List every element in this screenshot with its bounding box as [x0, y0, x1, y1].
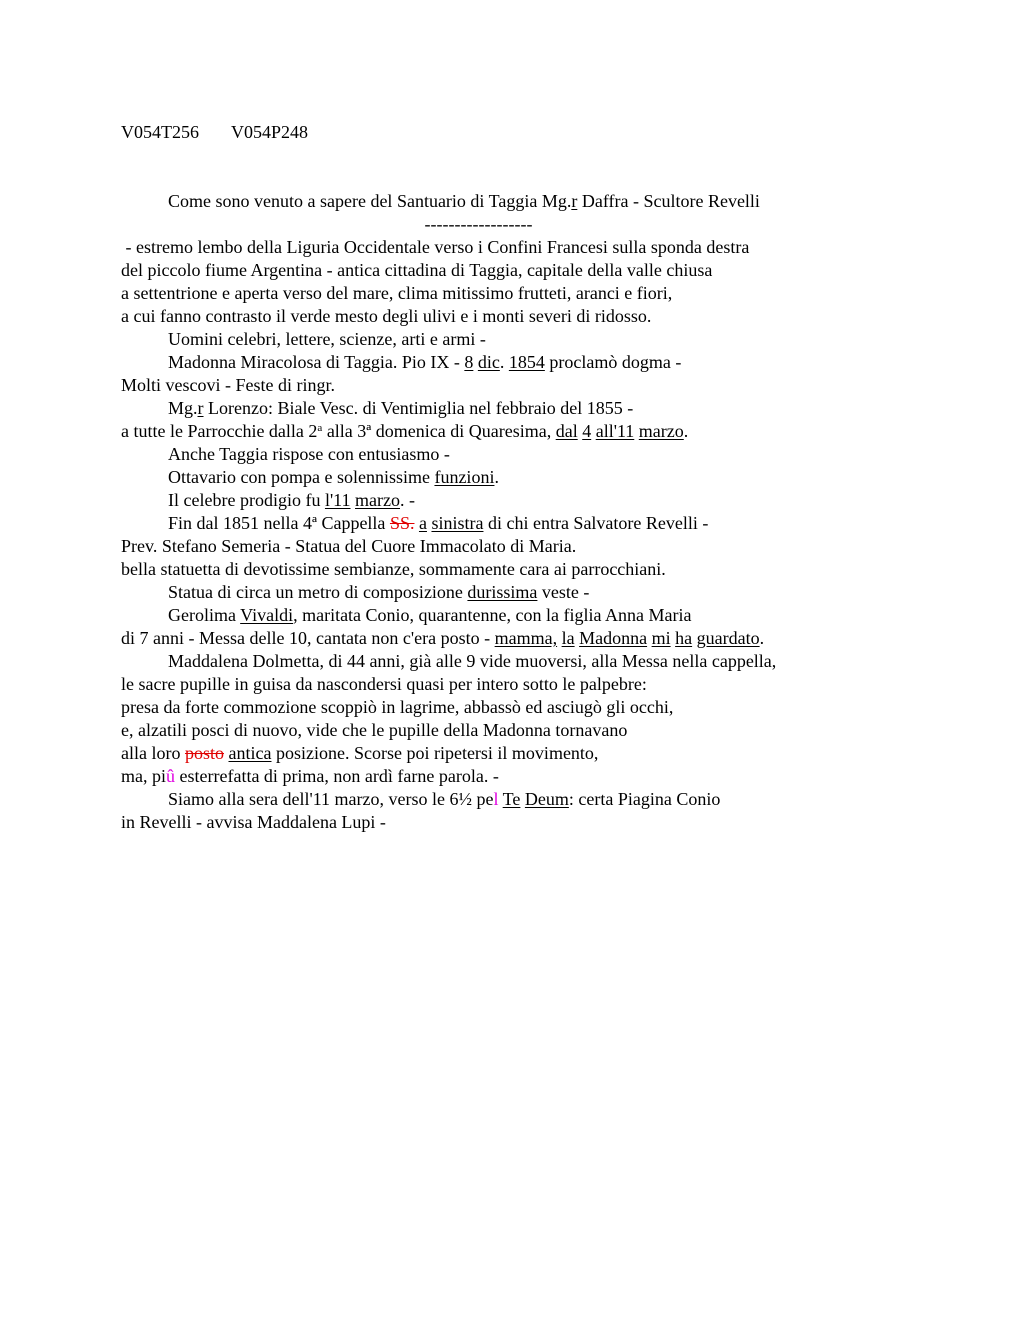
text-span: Madonna Miracolosa di Taggia. Pio IX -: [168, 352, 465, 372]
text-span: , maritata Conio, quarantenne, con la figlia Anna Maria: [293, 605, 692, 625]
text-span: Statua di circa un metro di composizione: [168, 582, 468, 602]
text-line: Anche Taggia rispose con entusiasmo -: [168, 444, 450, 464]
text-span: di chi entra Salvatore Revelli -: [483, 513, 709, 533]
text-span: : certa Piagina Conio: [568, 789, 721, 809]
text-line: Uomini celebri, lettere, scienze, arti e armi -: [168, 329, 486, 349]
text-span: veste -: [537, 582, 590, 602]
highlighted-char: l: [493, 789, 499, 809]
underlined-text: 8: [464, 352, 474, 372]
text-line: bella statuetta di devotissime sembianze, sommamente cara ai parrocchiani.: [121, 559, 666, 579]
underlined-text: sinistra: [431, 513, 484, 533]
text-line: [121, 765, 901, 788]
text-span: ma, pi: [121, 766, 166, 786]
text-span: a: [317, 422, 323, 434]
underlined-text: mi: [651, 628, 671, 648]
underlined-text: a: [418, 513, 427, 533]
text-span: Ottavario con pompa e solennissime: [168, 467, 435, 487]
text-line: e, alzatili posci di nuovo, vide che le pupille della Madonna tornavano: [121, 720, 628, 740]
text-line: a cui fanno contrasto il verde mesto degli ulivi e i monti severi di ridosso.: [121, 306, 652, 326]
text-span: Il celebre prodigio fu: [168, 490, 325, 510]
text-span: proclamò dogma -: [544, 352, 682, 372]
text-span: .: [499, 352, 509, 372]
text-line: [121, 466, 901, 489]
reference-code-2: V054P248: [231, 122, 309, 142]
highlighted-char: û: [166, 766, 175, 786]
text-line: del piccolo fiume Argentina - antica cittadina di Taggia, capitale della valle chiusa: [121, 260, 713, 280]
deleted-text: posto: [184, 743, 224, 763]
text-span: . -: [400, 490, 415, 510]
text-line: Prev. Stefano Semeria - Statua del Cuore Immacolato di Maria.: [121, 536, 577, 556]
text-line: in Revelli - avvisa Maddalena Lupi -: [121, 812, 386, 832]
title-abbrev-r: r: [571, 191, 578, 211]
text-line: [121, 581, 901, 604]
underlined-text: Deum: [524, 789, 569, 809]
text-span: alla 3ª domenica di Quaresima,: [322, 421, 556, 441]
text-span: Siamo alla sera dell'11 marzo, verso le 6½ pe: [168, 789, 494, 809]
text-span: Mg.: [168, 398, 198, 418]
underlined-text: Madonna: [579, 628, 648, 648]
underlined-text: Vivaldi: [240, 605, 294, 625]
title-text: Come sono venuto a sapere del Santuario di Taggia Mg.: [168, 191, 572, 211]
text-line: le sacre pupille in guisa da nascondersi quasi per intero sotto le palpebre:: [121, 674, 647, 694]
underlined-text: 4: [582, 421, 592, 441]
deleted-text: SS.: [389, 513, 415, 533]
text-line: a settentrione e aperta verso del mare, clima mitissimo frutteti, aranci e fiori,: [121, 283, 673, 303]
text-span: .: [683, 421, 689, 441]
text-span: Fin dal 1851 nella 4ª Cappella: [168, 513, 390, 533]
underlined-text: Te: [502, 789, 521, 809]
text-line: [121, 489, 901, 512]
text-line: Maddalena Dolmetta, di 44 anni, già alle 9 vide muoversi, alla Messa nella cappella,: [168, 651, 777, 671]
underlined-text: antica: [228, 743, 272, 763]
underlined-text: marzo: [355, 490, 400, 510]
underlined-text: marzo: [638, 421, 684, 441]
document-body: [121, 190, 901, 834]
text-line: [121, 512, 901, 535]
underlined-text: r: [197, 398, 204, 418]
title-separator: ------------------: [424, 214, 533, 234]
underlined-text: mamma,: [494, 628, 558, 648]
underlined-text: 1854: [508, 352, 545, 372]
text-span: alla loro: [121, 743, 185, 763]
document-reference: [121, 121, 340, 144]
underlined-text: funzioni: [434, 467, 495, 487]
text-span: di 7 anni - Messa delle 10, cantata non c'era posto -: [121, 628, 495, 648]
underlined-text: ha: [675, 628, 693, 648]
text-span: posizione. Scorse poi ripetersi il movimento,: [271, 743, 599, 763]
underlined-text: la: [561, 628, 575, 648]
text-line: [121, 604, 901, 627]
text-line: Molti vescovi - Feste di ringr.: [121, 375, 335, 395]
underlined-text: l'11: [324, 490, 351, 510]
underlined-text: guardato: [696, 628, 760, 648]
underlined-text: dic: [477, 352, 500, 372]
title-text-end: Daffra - Scultore Revelli: [577, 191, 760, 211]
text-span: Lorenzo: Biale Vesc. di Ventimiglia nel febbraio del 1855 -: [203, 398, 634, 418]
text-span: esterrefatta di prima, non ardì farne parola. -: [175, 766, 499, 786]
text-line: [121, 788, 901, 811]
underlined-text: durissima: [467, 582, 538, 602]
text-line: [121, 420, 901, 443]
underlined-text: dal: [555, 421, 578, 441]
text-span: .: [759, 628, 765, 648]
text-line: - estremo lembo della Liguria Occidentale verso i Confini Francesi sulla sponda destra: [121, 237, 750, 257]
text-line: [121, 742, 901, 765]
text-span: Gerolima: [168, 605, 241, 625]
text-span: .: [494, 467, 499, 487]
text-line: [121, 627, 901, 650]
underlined-text: all'11: [595, 421, 635, 441]
reference-code-1: V054T256: [121, 122, 199, 142]
document-title: [121, 190, 901, 213]
text-line: [121, 351, 901, 374]
text-line: [121, 397, 901, 420]
text-line: presa da forte commozione scoppiò in lagrime, abbassò ed asciugò gli occhi,: [121, 697, 674, 717]
text-span: a tutte le Parrocchie dalla 2: [121, 421, 318, 441]
